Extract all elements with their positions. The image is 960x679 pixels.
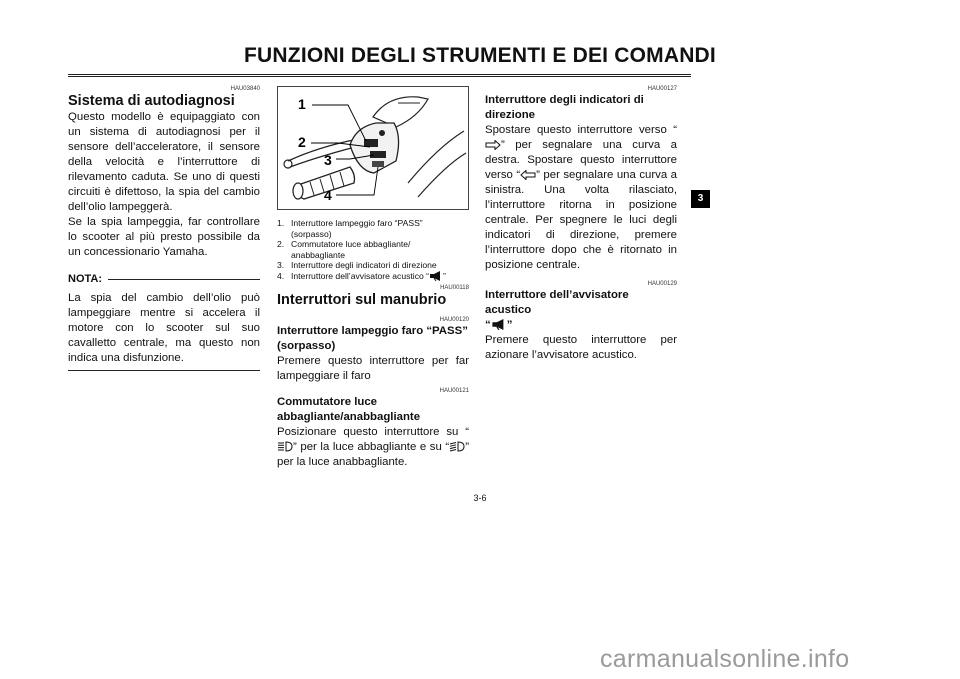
- watermark: carmanualsonline.info: [600, 645, 850, 673]
- callout-1: 1: [298, 96, 306, 112]
- nota-header: [68, 272, 260, 287]
- handlebar-switches-figure: [277, 86, 469, 210]
- paragraph-beam: Posizionare questo interruttore su “” per la luce abbagliante e su “ ” per la luce anabbagliante.: [277, 426, 469, 468]
- page-number: 3-6: [473, 493, 487, 503]
- section-heading-interruttori: Interruttori sul manubrio: [277, 292, 447, 308]
- paragraph-turn: Spostare questo interruttore verso “” per segnalare una curva a destra. Spostare questo interruttore verso “ ” per segnalare una curva a sinistra. Una volta rilasciato, l’interruttore ritorna in posizione centrale. Per spegnere le luci degli indicatori di direzione, premere l’interruttore dopo che è ritornato in posizione centrale.: [485, 124, 677, 271]
- nota-label: NOTA:: [68, 273, 103, 285]
- legend-item: 4. Interruttore dell’avvisatore acustico “ ”: [277, 270, 446, 281]
- horn-symbol-line: “ ”: [485, 319, 513, 331]
- section-code: HAU00118: [440, 285, 469, 291]
- section-code: HAU03840: [230, 86, 260, 92]
- horn-icon: [491, 319, 507, 330]
- section-code: HAU00127: [647, 86, 677, 92]
- horn-icon: [429, 271, 443, 281]
- subheading-pass: Interruttore lampeggio faro “PASS” (sorpasso): [277, 325, 468, 352]
- subheading-horn: Interruttore dell’avvisatore acustico: [485, 289, 629, 316]
- arrow-right-icon: [485, 140, 501, 150]
- callout-4: 4: [324, 187, 332, 203]
- low-beam-icon: [449, 441, 465, 452]
- paragraph: Premere questo interruttore per far lampeggiare il faro: [277, 355, 469, 382]
- legend-item-cont: (sorpasso): [291, 228, 332, 239]
- section-code: HAU00120: [439, 317, 469, 323]
- legend-item: 2. Commutatore luce abbagliante/: [277, 239, 411, 249]
- nota-end-rule: [68, 370, 260, 371]
- page-title: FUNZIONI DEGLI STRUMENTI E DEI COMANDI: [244, 44, 716, 67]
- paragraph: Premere questo interruttore per azionare l’avvisatore acustico.: [485, 334, 677, 361]
- handlebar-illustration: [278, 87, 468, 209]
- section-code: HAU00129: [647, 281, 677, 287]
- header-rule: [68, 74, 691, 77]
- section-code: HAU00121: [439, 388, 469, 394]
- column-3: [485, 86, 677, 363]
- callout-2: 2: [298, 134, 306, 150]
- callout-3: 3: [324, 152, 332, 168]
- section-heading-autodiagnosi: Sistema di autodiagnosi: [68, 93, 235, 109]
- chapter-tab: 3: [691, 190, 710, 208]
- column-2: [277, 86, 469, 470]
- column-1: [68, 86, 260, 371]
- legend-item: 3. Interruttore degli indicatori di direzione: [277, 260, 437, 270]
- legend-item-cont: anabbagliante: [291, 249, 346, 260]
- subheading-turn: Interruttore degli indicatori di direzione: [485, 94, 644, 121]
- arrow-left-icon: [520, 170, 536, 180]
- high-beam-icon: [277, 441, 293, 452]
- nota-rule: [108, 279, 260, 280]
- paragraph: Questo modello è equipaggiato con un sistema di autodiagnosi per il sensore dell’acceleratore, il sensore della velocità e l’interruttore di rilevamento caduta. Se uno di questi circuiti è difettoso, la spia del cambio dell’olio lampeggerà.: [68, 111, 260, 213]
- subheading-beam: Commutatore luce abbagliante/anabbagliante: [277, 396, 421, 423]
- legend-item: 1. Interruttore lampeggio faro “PASS”: [277, 218, 423, 228]
- figure-legend: [277, 218, 469, 281]
- nota-text: La spia del cambio dell’olio può lampeggiare mentre si accelera il motore con lo scooter sul suo cavalletto centrale, ma questo non indica una disfunzione.: [68, 292, 260, 364]
- paragraph: Se la spia lampeggia, far controllare lo scooter al più presto possibile da un concessionario Yamaha.: [68, 216, 260, 258]
